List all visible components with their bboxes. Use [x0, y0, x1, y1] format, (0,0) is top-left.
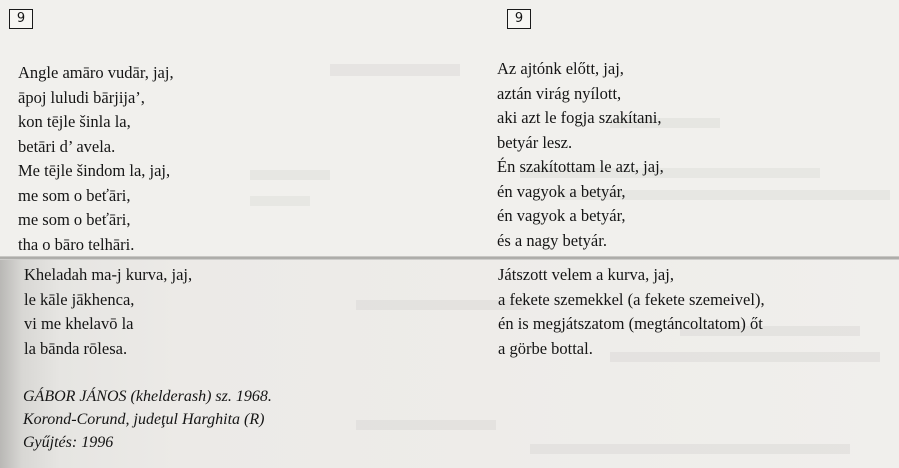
poem-line: Én szakítottam le azt, jaj, [497, 157, 664, 176]
poem-line: tha o bāro telhāri. [18, 234, 135, 254]
left-stanza-bottom [24, 263, 192, 361]
left-stanza-top [18, 61, 174, 257]
poem-line: én vagyok a betyár, [497, 206, 626, 225]
performer-name: GÁBOR JÁNOS (khelderash) sz. 1968. [23, 388, 272, 405]
poem-line: Kheladah ma-j kurva, jaj, [24, 265, 193, 284]
poem-line: aki azt le fogja szakítani, [497, 108, 662, 127]
poem-line: és a nagy betyár. [497, 230, 607, 250]
poem-line: Az ajtónk előtt, jaj, [497, 59, 624, 78]
left-poem-number: 9 [9, 9, 33, 29]
poem-line: a fekete szemekkel (a fekete szemeivel), [498, 289, 765, 309]
collection-date: Gyűjtés: 1996 [23, 434, 114, 451]
poem-line: kon tējle šinla la, [18, 112, 131, 131]
poem-line: a görbe bottal. [498, 338, 593, 358]
poem-line: me som o beťāri, [18, 210, 131, 229]
performer-credits [23, 385, 272, 454]
poem-line: én is megjátszatom (megtáncoltatom) őt [498, 314, 763, 333]
poem-line: le kāle jākhenca, [24, 289, 135, 309]
right-stanza-top [497, 57, 664, 253]
poem-line: betāri d’ avela. [18, 136, 116, 156]
right-poem-number: 9 [507, 9, 531, 29]
poem-line: vi me khelavō la [24, 314, 134, 333]
poem-line: betyár lesz. [497, 132, 573, 152]
poem-line: la bānda rōlesa. [24, 338, 128, 358]
poem-line: me som o beťāri, [18, 185, 131, 205]
poem-line: āpoj luludi bārjija’, [18, 87, 145, 107]
recording-location: Korond-Corund, judeţul Harghita (R) [23, 411, 265, 428]
poem-line: Angle amāro vudār, jaj, [18, 63, 174, 82]
right-stanza-bottom [498, 263, 765, 361]
poem-line: én vagyok a betyár, [497, 181, 626, 201]
poem-line: Me tējle šindom la, jaj, [18, 161, 171, 180]
poem-line: Játszott velem a kurva, jaj, [498, 265, 674, 284]
poem-line: aztán virág nyílott, [497, 83, 622, 103]
